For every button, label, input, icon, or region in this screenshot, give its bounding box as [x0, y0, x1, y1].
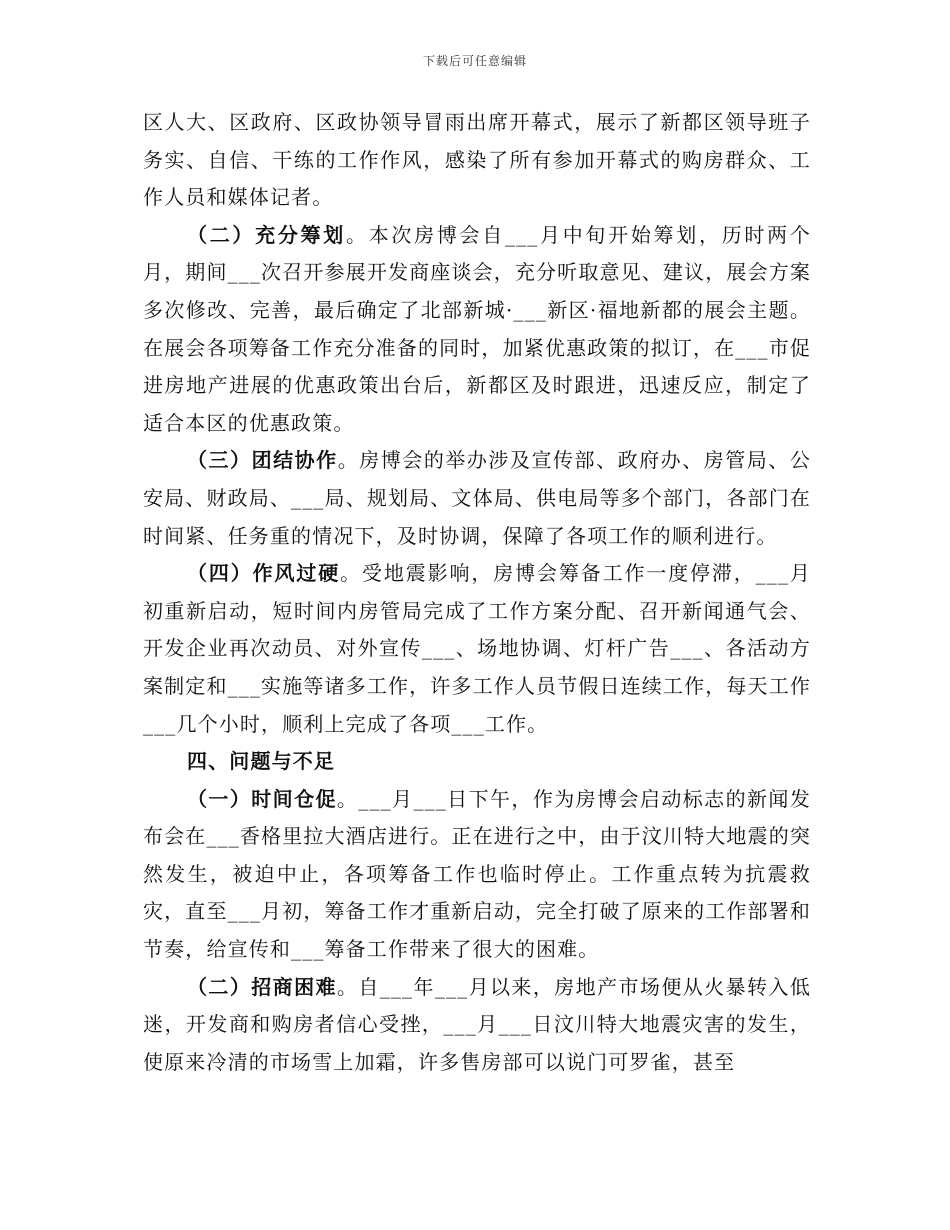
paragraph-continuation: 区人大、区政府、区政协领导冒雨出席开幕式，展示了新都区领导班子务实、自信、干练的工作作风，感染了所有参加开幕式的购房群众、工作人员和媒体记者。 [143, 110, 811, 210]
paragraph-investment-difficulty [143, 969, 811, 1082]
page-header: 下载后可任意编辑 [422, 54, 527, 68]
paragraph-text: 。受地震影响，房博会筹备工作一度停滞，___月初重新启动，短时间内房管局完成了工作方案分配、召开新闻通气会、开发企业再次动员、对外宣传___、场地协调、灯杆广告___、各活动方案制定和___实施等诸多工作，许多工作人员节假日连续工作，每天工作___几个小时，顺利上完成了各项___工作。 [143, 561, 811, 736]
paragraph-lead: （四）作风过硬 [187, 561, 341, 586]
document-body [143, 104, 811, 1081]
paragraph-text: 。本次房博会自___月中旬开始筹划，历时两个月，期间___次召开参展开发商座谈会，充分听取意见、建议，展会方案多次修改、完善，最后确定了北部新城·___新区·福地新都的展会主题。在展会各项筹备工作充分准备的同时，加紧优惠政策的拟订，在___市促进房地产进展的优惠政策出台后，新都区及时跟进，迅速反应，制定了适合本区的优惠政策。 [143, 222, 811, 435]
section-heading: 四、问题与不足 [187, 749, 336, 774]
paragraph-time-pressure [143, 781, 811, 969]
paragraph-lead: （二）招商困难 [187, 974, 337, 999]
paragraph-text: 。___月___日下午，作为房博会启动标志的新闻发布会在___香格里拉大酒店进行。正在进行之中，由于汶川特大地震的突然发生，被迫中止，各项筹备工作也临时停止。工作重点转为抗震救灾，直至___月初，筹备工作才重新启动，完全打破了原来的工作部署和节奏，给宣传和___筹备工作带来了很大的困难。 [143, 786, 811, 962]
paragraph-planning [143, 217, 811, 443]
paragraph-lead: （一）时间仓促 [187, 786, 337, 811]
paragraph-lead: （二）充分筹划 [187, 222, 346, 247]
paragraph-lead: （三）团结协作 [187, 448, 338, 473]
paragraph-text: 。自___年___月以来，房地产市场便从火暴转入低迷，开发商和购房者信心受挫，___月___日汶川特大地震灾害的发生，使原来冷清的市场雪上加霜，许多售房部可以说门可罗雀，甚至 [143, 974, 811, 1074]
paragraph-text: 。房博会的举办涉及宣传部、政府办、房管局、公安局、财政局、___局、规划局、文体局、供电局等多个部门，各部门在时间紧、任务重的情况下，及时协调，保障了各项工作的顺利进行。 [143, 448, 811, 548]
paragraph-work-style [143, 555, 811, 743]
paragraph-cooperation [143, 442, 811, 555]
